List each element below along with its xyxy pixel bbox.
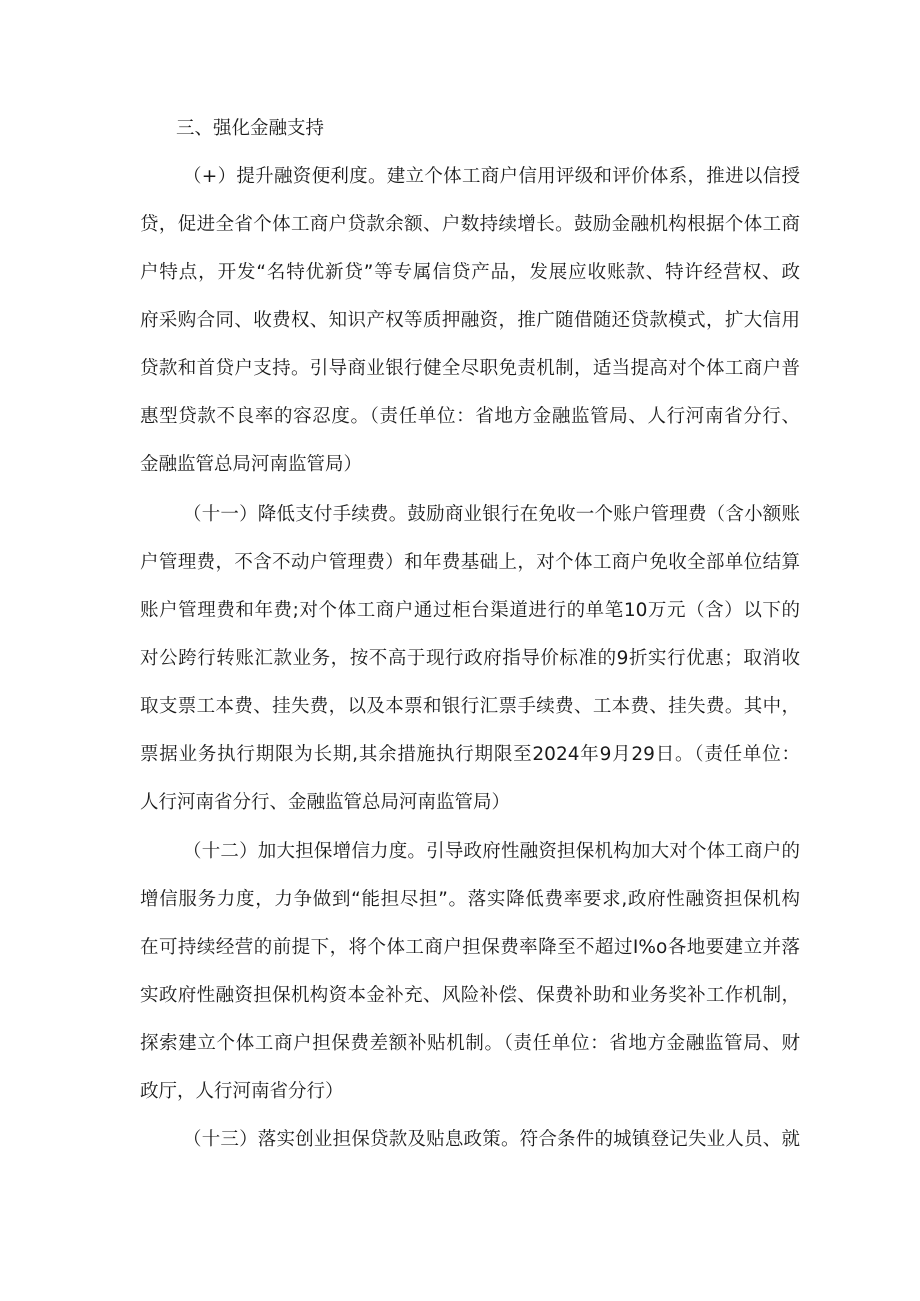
- paragraph-line: （+）提升融资便利度。建立个体工商户信用评级和评价体系，推进以信授: [183, 166, 800, 187]
- paragraph-line: 贷款和首贷户支持。引导商业银行健全尽职免责机制，适当提高对个体工商户普: [140, 358, 800, 379]
- paragraph-line: 取支票工本费、挂失费，以及本票和银行汇票手续费、工本费、挂失费。其中，: [140, 696, 800, 717]
- section-heading: 三、强化金融支持: [176, 118, 325, 139]
- paragraph-line: 人行河南省分行、金融监管总局河南监管局）: [140, 792, 511, 813]
- paragraph-line: 票据业务执行期限为长期,其余措施执行期限至2024年9月29日。（责任单位：: [140, 744, 800, 765]
- paragraph-line: 贷，促进全省个体工商户贷款余额、户数持续增长。鼓励金融机构根据个体工商: [140, 214, 800, 235]
- paragraph-line: 金融监管总局河南监管局）: [140, 454, 363, 475]
- paragraph-line: 探索建立个体工商户担保费差额补贴机制。（责任单位：省地方金融监管局、财: [140, 1033, 800, 1054]
- paragraph-line: 户特点，开发“名特优新贷”等专属信贷产品，发展应收账款、特许经营权、政: [140, 262, 800, 283]
- paragraph-line: 实政府性融资担保机构资本金补充、风险补偿、保费补助和业务奖补工作机制，: [140, 985, 800, 1006]
- paragraph-line: （十二）加大担保增信力度。引导政府性融资担保机构加大对个体工商户的: [183, 841, 800, 862]
- paragraph-line: 府采购合同、收费权、知识产权等质押融资，推广随借随还贷款模式，扩大信用: [140, 310, 800, 331]
- paragraph-line: （十一）降低支付手续费。鼓励商业银行在免收一个账户管理费（含小额账: [183, 504, 800, 525]
- paragraph-line: 账户管理费和年费;对个体工商户通过柜台渠道进行的单笔10万元（含）以下的: [140, 600, 800, 621]
- paragraph-line: （十三）落实创业担保贷款及贴息政策。符合条件的城镇登记失业人员、就: [183, 1129, 800, 1150]
- paragraph-line: 增信服务力度，力争做到“能担尽担”。落实降低费率要求,政府性融资担保机构: [140, 889, 800, 910]
- paragraph-line: 对公跨行转账汇款业务，按不高于现行政府指导价标准的9折实行优惠；取消收: [140, 648, 800, 669]
- paragraph-line: 惠型贷款不良率的容忍度。（责任单位：省地方金融监管局、人行河南省分行、: [140, 406, 800, 427]
- paragraph-line: 政厅，人行河南省分行）: [140, 1081, 344, 1102]
- paragraph-line: 在可持续经营的前提下，将个体工商户担保费率降至不超过I%o各地要建立并落: [140, 937, 800, 958]
- paragraph-line: 户管理费，不含不动户管理费）和年费基础上，对个体工商户免收全部单位结算: [140, 552, 800, 573]
